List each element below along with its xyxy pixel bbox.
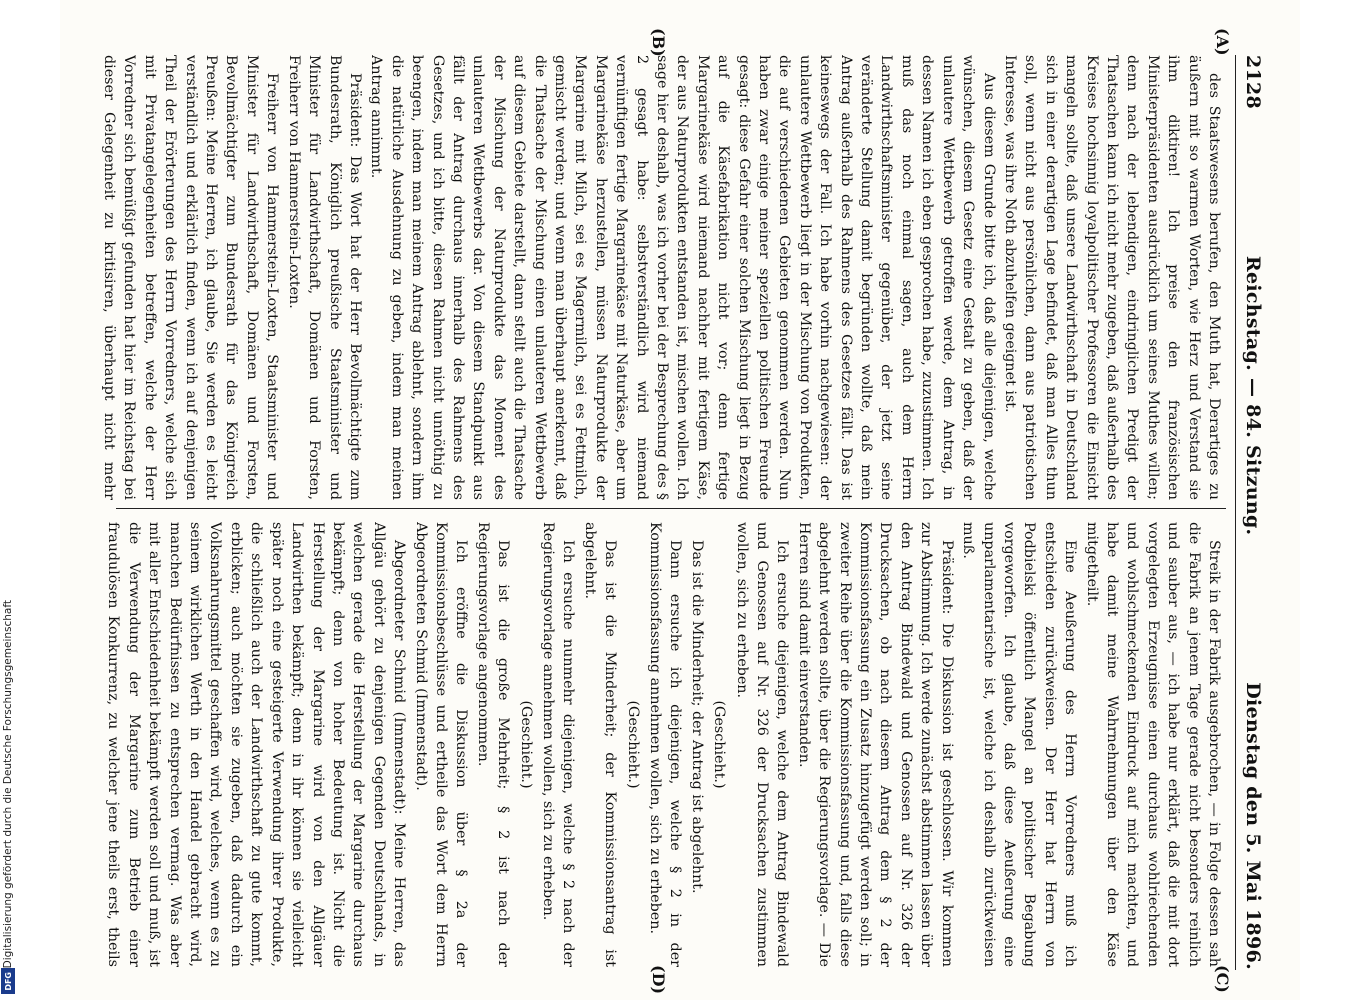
paragraph: Das ist die große Mehrheit; § 2 ist nach der Regierungsvorlage angenommen. <box>474 522 512 967</box>
paragraph: Aus diesem Grunde bitte ich, daß alle diejenigen, welche wünschen, diesem Gesetz eine Gestalt zu geben, daß der unlautere Wettbewerb getroffen werde, dem Antrag, in dessen Namen ich eben gesprochen habe, zuzustimmen. Ich muß das noch einmal sagen, auch dem Herrn Landwirthschaftsminister gegenüber, der jetzt seine veränderte Stellung damit begründen wollte, daß mein Antrag außerhalb des Rahmens des Gesetzes fällt. Das ist keineswegs der Fall. Ich habe vorhin nachgewiesen: der unlautere Wettbewerb liegt in der Mischung von Produkten, die auf verschiedenen Gebieten genommen werden. Nun haben zwar einige meiner speziellen politischen Freunde gesagt: diese Gefahr einer solchen Mischung liegt in Bezug auf die Käsefabrikation nicht vor; denn fertige Margarinekäse wird niemand nachher mit fertigem Käse, der aus Naturprodukten entstanden ist, mischen wollen. Ich sage hier deshalb, was ich vorher bei der Besprechung des § 2 gesagt habe: selbstverständlich wird niemand vernünftigen fertige Margarinekäse mit Naturkäse, aber um Margarinekäse herzustellen, müssen Naturprodukte der Margarine mit Milch, sei es Magermilch, sei es Fettmilch, gemischt werden; und wenn man überhaupt anerkennt, daß die Thatsache der Mischung einen unlauteren Wettbewerb auf diesem Gebiete darstellt, dann stellt auch die Thatsache der Mischung der Naturprodukte das Moment des unlauteren Wettbewerbs dar. Von diesem Standpunkt aus fällt der Antrag durchaus innerhalb des Rahmens des Gesetzes, und ich bitte, diesen Rahmen nicht unnöthig zu beengen, indem man meinem Antrag ablehnt, sondern ihm die natürliche Ausdehnung zu geben, indem man meinen Antrag annimmt. <box>368 55 997 500</box>
stage-direction: (Geschieht.) <box>624 700 641 789</box>
margin-letter-a: (A) <box>1213 28 1232 56</box>
paragraph: des Staatswesens berufen, den Muth hat, Derartiges zu äußern mit so warmen Worten, wie Herz und Verstand sie ihm diktiren! Ich preise den französischen Ministerpräsidenten ausdrücklich um seines Muthes willen; denn nach der lebendigen, eindringlichen Predigt der Thatsachen kann ich nicht mehr zugeben, daß außerhalb des Kreises hochsinnig loyalpolitischer Professoren die Einsicht mangeln sollte, daß unsere Landwirthschaft in Deutschland sich in einer derartigen Lage befindet, daß man Alles thun soll, wenn nicht aus persönlichen, dann aus patriotischen Interesse, was ihre Noth abzuhelfen geeignet ist. <box>1001 55 1222 500</box>
page-header <box>1235 55 1270 970</box>
dfg-logo <box>1 968 15 994</box>
paragraph: Abgeordneter Schmid (Immenstadt): Meine Herren, das Allgäu gehört zu denjenigen Gegenden Deutschlands, in welchen gerade die Herstellung der Margarine durchaus bekämpft; denn von hoher Bedeutung ist. Nicht die Herstellung der Margarine wird von den Allgäuer Landwirthen bekämpft; denn in ihr können sie vielleicht später noch eine gesteigerte Verwendung ihrer Produkte, die schließlich auch der Landwirthschaft zu gute kommt, erblicken; auch möchten sie zugeben, daß dadurch ein Volksnahrungsmittel geschaffen wird, welches, wenn es zu seinem wirklichen Werth in den Handel gebracht wird, manchen Bedürfnissen zu entsprechen vermag. Was aber mit aller Entschiedenheit bekämpft werden soll und muß, ist die Verwendung der Margarine zum Betrieb einer fraudulösen Konkurrenz, zu welcher jene theils erst, theils <box>105 522 408 967</box>
dfg-logo-text: DFG <box>3 971 13 991</box>
margin-letter-c: (C) <box>1213 965 1232 993</box>
column-divider <box>116 508 1226 509</box>
paragraph: Freiherr von Hammerstein-Loxten, Staatsminister und Minister für Landwirthschaft, Domänen und Forsten, Bevollmächtigter zum Bundesrath für das Königreich Preußen: Meine Herren, ich glaube, Sie werden es leicht verständlich und erklärlich finden, wenn ich auf denjenigen Theil der Erörterungen des Herrn Vorredners, welche sich mit Privatangelegenheiten betreffen, welche der Herr Vorredner sich bemüßigt gefunden hat hier im Reichstag bei dieser Gelegenheit zu kritisiren, überhaupt nicht mehr <box>101 55 281 500</box>
paragraph: Ich ersuche nunmehr diejenigen, welche § 2 nach der Regierungsvorlage annehmen wollen, sich zu erheben. <box>540 522 577 967</box>
paragraph: Ich eröffne die Diskussion über § 2a der Kommissionsbeschlüsse und ertheile das Wort dem Herrn Abgeordneten Schmid (Immenstadt). <box>412 522 470 967</box>
right-column <box>100 522 1224 967</box>
session-date: Dienstag den 5. Mai 1896. <box>1242 682 1264 970</box>
page-number: 2128 <box>1242 55 1264 110</box>
paragraph: Das ist die Minderheit; der Kommissionsantrag ist abgelehnt. <box>581 522 619 967</box>
paragraph: Präsident: Das Wort hat der Herr Bevollmächtigte zum Bundesrath, Königlich preußische Staatsminister und Minister für Landwirthschaft, Domänen und Forsten, Freiherr von Hammerstein-Loxten. <box>285 55 363 500</box>
margin-letter-d: (D) <box>649 965 668 995</box>
left-column <box>100 55 1224 500</box>
digitization-credit <box>2 600 18 990</box>
credit-text: Digitalisierung gefördert durch die Deutsche Forschungsgemeinschaft <box>2 600 14 969</box>
paragraph: Streik in der Fabrik ausgebrochen, — in Folge dessen sah die Fabrik an jenem Tage gerade nicht besonders reinlich und sauber aus, — ich habe nur erklärt, daß die mit dort vorgelegten Erzeugnisse einen durchaus wohlriechenden und wohlschmeckenden Eindruck auf mich machten, und habe damit meine Wahrnehmungen über den Käse mitgetheilt. <box>1083 522 1222 967</box>
session-title: Reichstag. — 84. Sitzung. <box>1242 255 1264 536</box>
rotated-page <box>60 0 1300 1000</box>
paragraph: Präsident: Die Diskussion ist geschlossen. Wir kommen zur Abstimmung. Ich werde zunächst abstimmen lassen über den Antrag Bindewald und Genossen auf Nr. 326 der Drucksachen, ob nach diesem Antrag dem § 2 der Kommissionsfassung ein Zusatz hinzugefügt werden soll; in zweiter Reihe über die Kommissionsfassung und, falls diese abgelehnt werden sollte, über die Regierungsvorlage. — Die Herren sind damit einverstanden. <box>795 522 955 967</box>
stage-direction: (Geschieht.) <box>711 700 728 789</box>
margin-letter-b: (B) <box>649 28 668 57</box>
paragraph: Das ist die Minderheit; der Antrag ist abgelehnt. <box>688 540 705 894</box>
stage-direction: (Geschieht.) <box>517 700 534 789</box>
paragraph: Eine Aeußerung des Herrn Vorredners muß ich entschieden zurückweisen. Der Herr hat Herrn von Podbielski öffentlich Mangel an politischer Begabung vorgeworfen. Ich glaube, daß diese Aeußerung eine unparlamentarische ist, welche ich deshalb zurückweisen muß. <box>960 522 1079 967</box>
paragraph: Ich ersuche diejenigen, welche dem Antrag Bindewald und Genossen auf Nr. 326 der Drucksachen zustimmen wollen, sich zu erheben. <box>733 522 791 967</box>
paragraph: Dann ersuche ich diejenigen, welche § 2 in der Kommissionsfassung annehmen wollen, sich zu erheben. <box>647 522 684 967</box>
